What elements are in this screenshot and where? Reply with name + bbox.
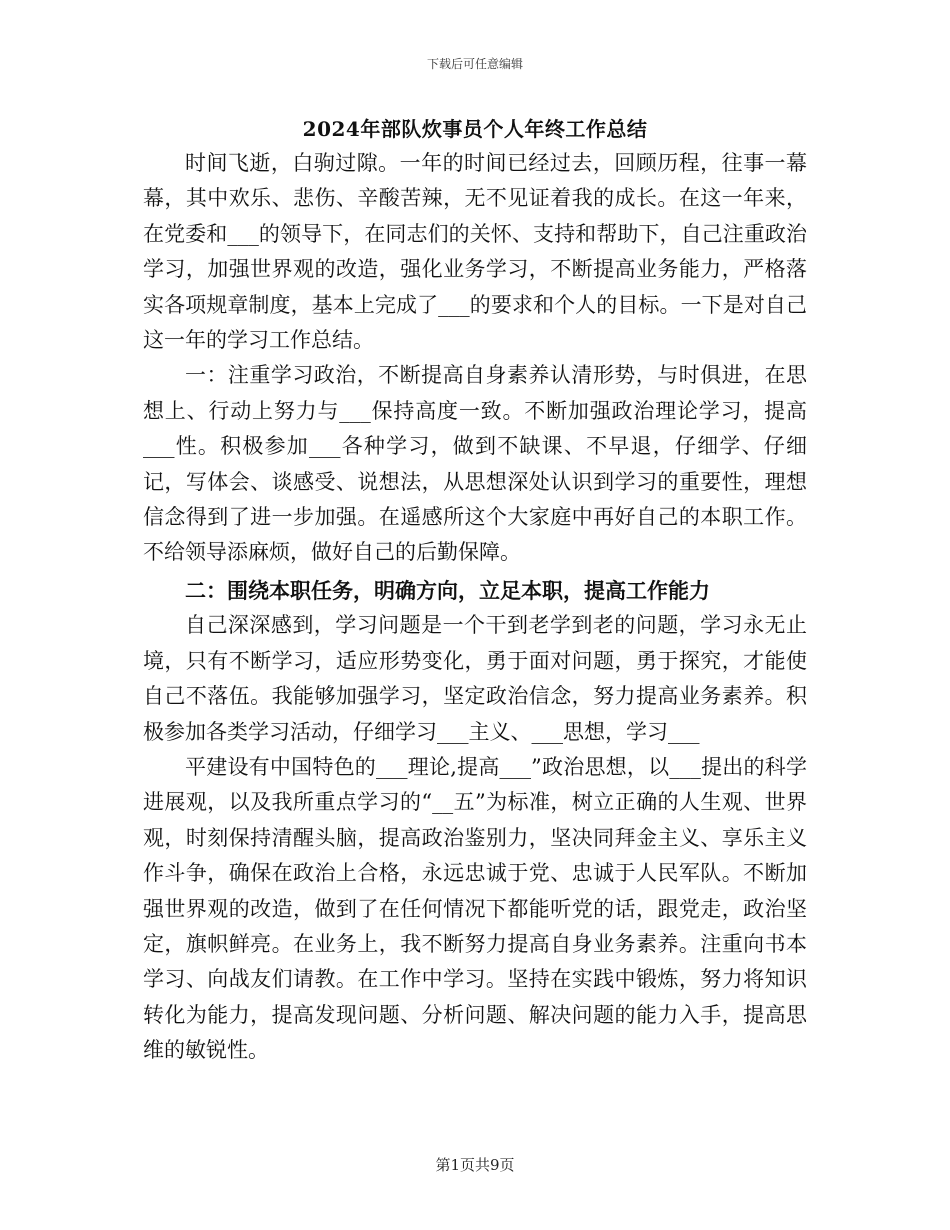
section-heading-two: 二：围绕本职任务，明确方向，立足本职，提高工作能力	[185, 577, 710, 603]
document-title: 2024年部队炊事员个人年终工作总结	[302, 117, 648, 141]
page-number: 第1页共9页	[435, 1156, 515, 1174]
header-note: 下载后可任意编辑	[426, 57, 523, 71]
document-body	[143, 146, 807, 1069]
paragraph-section-two-b: 平建设有中国特色的___理论,提高___”政治思想，以___提出的科学进展观，以及我所重点学习的“__五”为标准，树立正确的人生观、世界观，时刻保持清醒头脑，提高政治鉴别力，坚决同拜金主义、享乐主义作斗争，确保在政治上合格，永远忠诚于党、忠诚于人民军队。不断加强世界观的改造，做到了在任何情况下都能听党的话，跟党走，政治坚定，旗帜鲜亮。在业务上，我不断努力提高自身业务素养。注重向书本学习、向战友们请教。在工作中学习。坚持在实践中锻炼，努力将知识转化为能力，提高发现问题、分析问题、解决问题的能力入手，提高思维的敏锐性。	[143, 754, 807, 1063]
paragraph-section-one: 一：注重学习政治，不断提高自身素养认清形势，与时俱进，在思想上、行动上努力与___保持高度一致。不断加强政治理论学习，提高___性。积极参加___各种学习，做到不缺课、不早退，仔细学、仔细记，写体会、谈感受、说想法，从思想深处认识到学习的重要性，理想信念得到了进一步加强。在遥感所这个大家庭中再好自己的本职工作。不给领导添麻烦，做好自己的后勤保障。	[143, 363, 807, 565]
paragraph-intro: 时间飞逝，白驹过隙。一年的时间已经过去，回顾历程，往事一幕幕，其中欢乐、悲伤、辛酸苦辣，无不见证着我的成长。在这一年来，在党委和___的领导下，在同志们的关怀、支持和帮助下，自己注重政治学习，加强世界观的改造，强化业务学习，不断提高业务能力，严格落实各项规章制度，基本上完成了___的要求和个人的目标。一下是对自己这一年的学习工作总结。	[143, 151, 807, 353]
paragraph-section-two-a: 自己深深感到，学习问题是一个干到老学到老的问题，学习永无止境，只有不断学习，适应形势变化，勇于面对问题，勇于探究，才能使自己不落伍。我能够加强学习，坚定政治信念，努力提高业务素养。积极参加各类学习活动，仔细学习___主义、___思想，学习___	[143, 613, 807, 744]
